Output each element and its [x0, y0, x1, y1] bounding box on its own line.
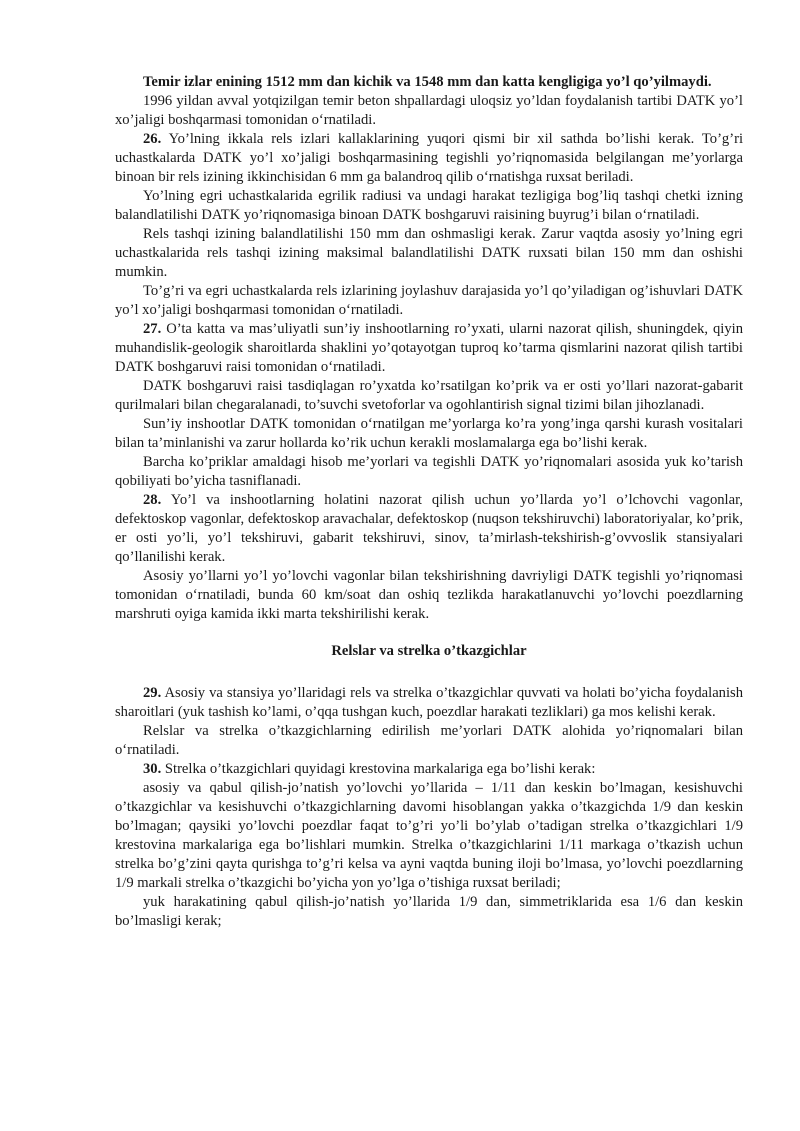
- paragraph: [115, 92, 743, 130]
- clause-number: 29.: [143, 685, 162, 701]
- paragraph: [115, 225, 743, 282]
- paragraph-text: Asosiy yo’llarni yo’l yo’lovchi vagonlar bilan tekshirishning davriyligi DATK tegishli yo’riqnomasi tomonidan o‘rnatiladi, bunda 60 km/soat dan oshiq tezlikda harakatlanuvchi yo’lovchi poezdlarning marshruti oyiga kamida ikki marta tekshirilishi kerak.: [115, 568, 743, 622]
- paragraph: [115, 282, 743, 320]
- paragraph-text: 1996 yildan avval yotqizilgan temir beton shpallardagi uloqsiz yo’ldan foydalanish tartibi DATK yo’l xo’jaligi boshqarmasi tomonidan o‘rnatiladi.: [115, 93, 743, 128]
- paragraph: [115, 377, 743, 415]
- paragraph: [115, 684, 743, 722]
- paragraph: [115, 130, 743, 187]
- paragraph: [115, 567, 743, 624]
- paragraph-text: To’g’ri va egri uchastkalarda rels izlarining joylashuv darajasida yo’l qo’yiladigan og’ishuvlari DATK yo’l xo’jaligi boshqarmasi tomonidan o‘rnatiladi.: [115, 283, 743, 318]
- paragraph-text: Strelka o’tkazgichlari quyidagi krestovina markalariga ega bo’lishi kerak:: [161, 761, 596, 777]
- clause-number: 26.: [143, 131, 162, 147]
- paragraph: [115, 73, 743, 92]
- paragraph: [115, 320, 743, 377]
- clause-number: 30.: [143, 761, 162, 777]
- paragraph-text: Yo’l va inshootlarning holatini nazorat qilish uchun yo’llarda yo’l o’lchovchi vagonlar, defektoskop vagonlar, defektoskop aravachalar, defektoskop (nuqson tekshiruvchi) laboratoriyalar, ko’prik, er osti yo’li, yo’l tekshiruvi, gabarit tekshiruvi, sinov, ta’mirlash-tekshirish-g’ovvoslik stansiyalari qo’llanilishi kerak.: [115, 492, 743, 565]
- section-after-heading: [115, 684, 743, 931]
- paragraph-text: O’ta katta va mas’uliyatli sun’iy inshootlarning ro’yxati, ularni nazorat qilish, shuningdek, qiyin muhandislik-geologik sharoitlarda shaklini yo’qotayotgan tuproq ko’tarma qismlarini nazorat qilish tartibi DATK boshgaruvi raisi tomonidan o‘rnatiladi.: [115, 321, 743, 375]
- paragraph-text: asosiy va qabul qilish-jo’natish yo’lovchi yo’llarida – 1/11 dan keskin bo’lmagan, kesishuvchi o’tkazgichlar va kesishuvchi o’tkazgichlarning davomi hisoblangan yakka o’tkazgichda 1/9 dan keskin bo’lmagan; qaysiki yo’lovchi poezdlar faqat to’g’ri yo’li bo’ylab o’tadigan strelka o’tkazgichlari 1/9 krestovina markalariga ega bo’lishlari mumkin. Strelka o’tkazgichlarini 1/11 markaga o’tkazish uchun strelka bo’g’zini qayta qurishga to’g’ri kelsa va ayni vaqtda buning iloji bo’lmasa, yo’lovchi poezdlarning 1/9 markali strelka o’tkazgichi bo’yicha yon yo’lga o’tishiga ruxsat beriladi;: [115, 780, 743, 891]
- paragraph-text: yuk harakatining qabul qilish-jo’natish yo’llarida 1/9 dan, simmetriklarida esa 1/6 dan keskin bo’lmasligi kerak;: [115, 894, 743, 929]
- paragraph-text: Temir izlar enining 1512 mm dan kichik va 1548 mm dan katta kengligiga yo’l qo’yilmaydi.: [143, 74, 712, 90]
- paragraph: [115, 760, 743, 779]
- paragraph: [115, 491, 743, 567]
- paragraph: [115, 187, 743, 225]
- paragraph-text: Rels tashqi izining balandlatilishi 150 mm dan oshmasligi kerak. Zarur vaqtda asosiy yo’lning egri uchastkalarida rels tashqi izining maksimal balandlatilishi DATK ruxsati bilan 150 mm dan oshishi mumkin.: [115, 226, 743, 280]
- paragraph-text: Yo’lning ikkala rels izlari kallaklarining yuqori qismi bir xil sathda bo’lishi kerak. To’g’ri uchastkalarda DATK yo’l xo’jaligi boshqarmasining tegishli yo’riqnomasida belgilangan me’yorlarga binoan bir rels izining ikkinchisidan 6 mm ga balandroq qilib o‘rnatishga ruxsat beriladi.: [115, 131, 743, 185]
- paragraph: [115, 453, 743, 491]
- paragraph-text: Asosiy va stansiya yo’llaridagi rels va strelka o’tkazgichlar quvvati va holati bo’yicha foydalanish sharoitlari (yuk tashish ko’lami, o’qqa tushgan kuch, poezdlar harakati tezliklari) ga mos kelishi kerak.: [115, 685, 743, 720]
- paragraph: [115, 415, 743, 453]
- paragraph-text: Sun’iy inshootlar DATK tomonidan o‘rnatilgan me’yorlarga ko’ra yong’inga qarshi kurash vositalari bilan ta’minlanishi va zarur hollarda ko’rik uchun kerakli moslamalarga ega bo’lishi kerak.: [115, 416, 743, 451]
- paragraph-text: Barcha ko’priklar amaldagi hisob me’yorlari va tegishli DATK yo’riqnomalari asosida yuk ko’tarish qobiliyati bo’yicha tasniflanadi.: [115, 454, 743, 489]
- paragraph: [115, 893, 743, 931]
- paragraph-text: Yo’lning egri uchastkalarida egrilik radiusi va undagi harakat tezligiga bog’liq tashqi chetki izning balandlatilishi DATK yo’riqnomasiga binoan DATK boshgaruvi raisining buyrug’i bilan o‘rnatiladi.: [115, 188, 743, 223]
- section-heading: Relslar va strelka o’tkazgichlar: [331, 643, 527, 659]
- section-before-heading: [115, 73, 743, 624]
- paragraph-text: DATK boshgaruvi raisi tasdiqlagan ro’yxatda ko’rsatilgan ko’prik va er osti yo’llari nazorat-gabarit qurilmalari bilan chegaralanadi, to’suvchi svetoforlar va ogohlantirish signal tizimi bilan jihozlanadi.: [115, 378, 743, 413]
- clause-number: 27.: [143, 321, 162, 337]
- paragraph: [115, 722, 743, 760]
- paragraph-text: Relslar va strelka o’tkazgichlarning edirilish me’yorlari DATK alohida yo’riqnomalari bilan o‘rnatiladi.: [115, 723, 743, 758]
- paragraph: [115, 779, 743, 893]
- clause-number: 28.: [143, 492, 162, 508]
